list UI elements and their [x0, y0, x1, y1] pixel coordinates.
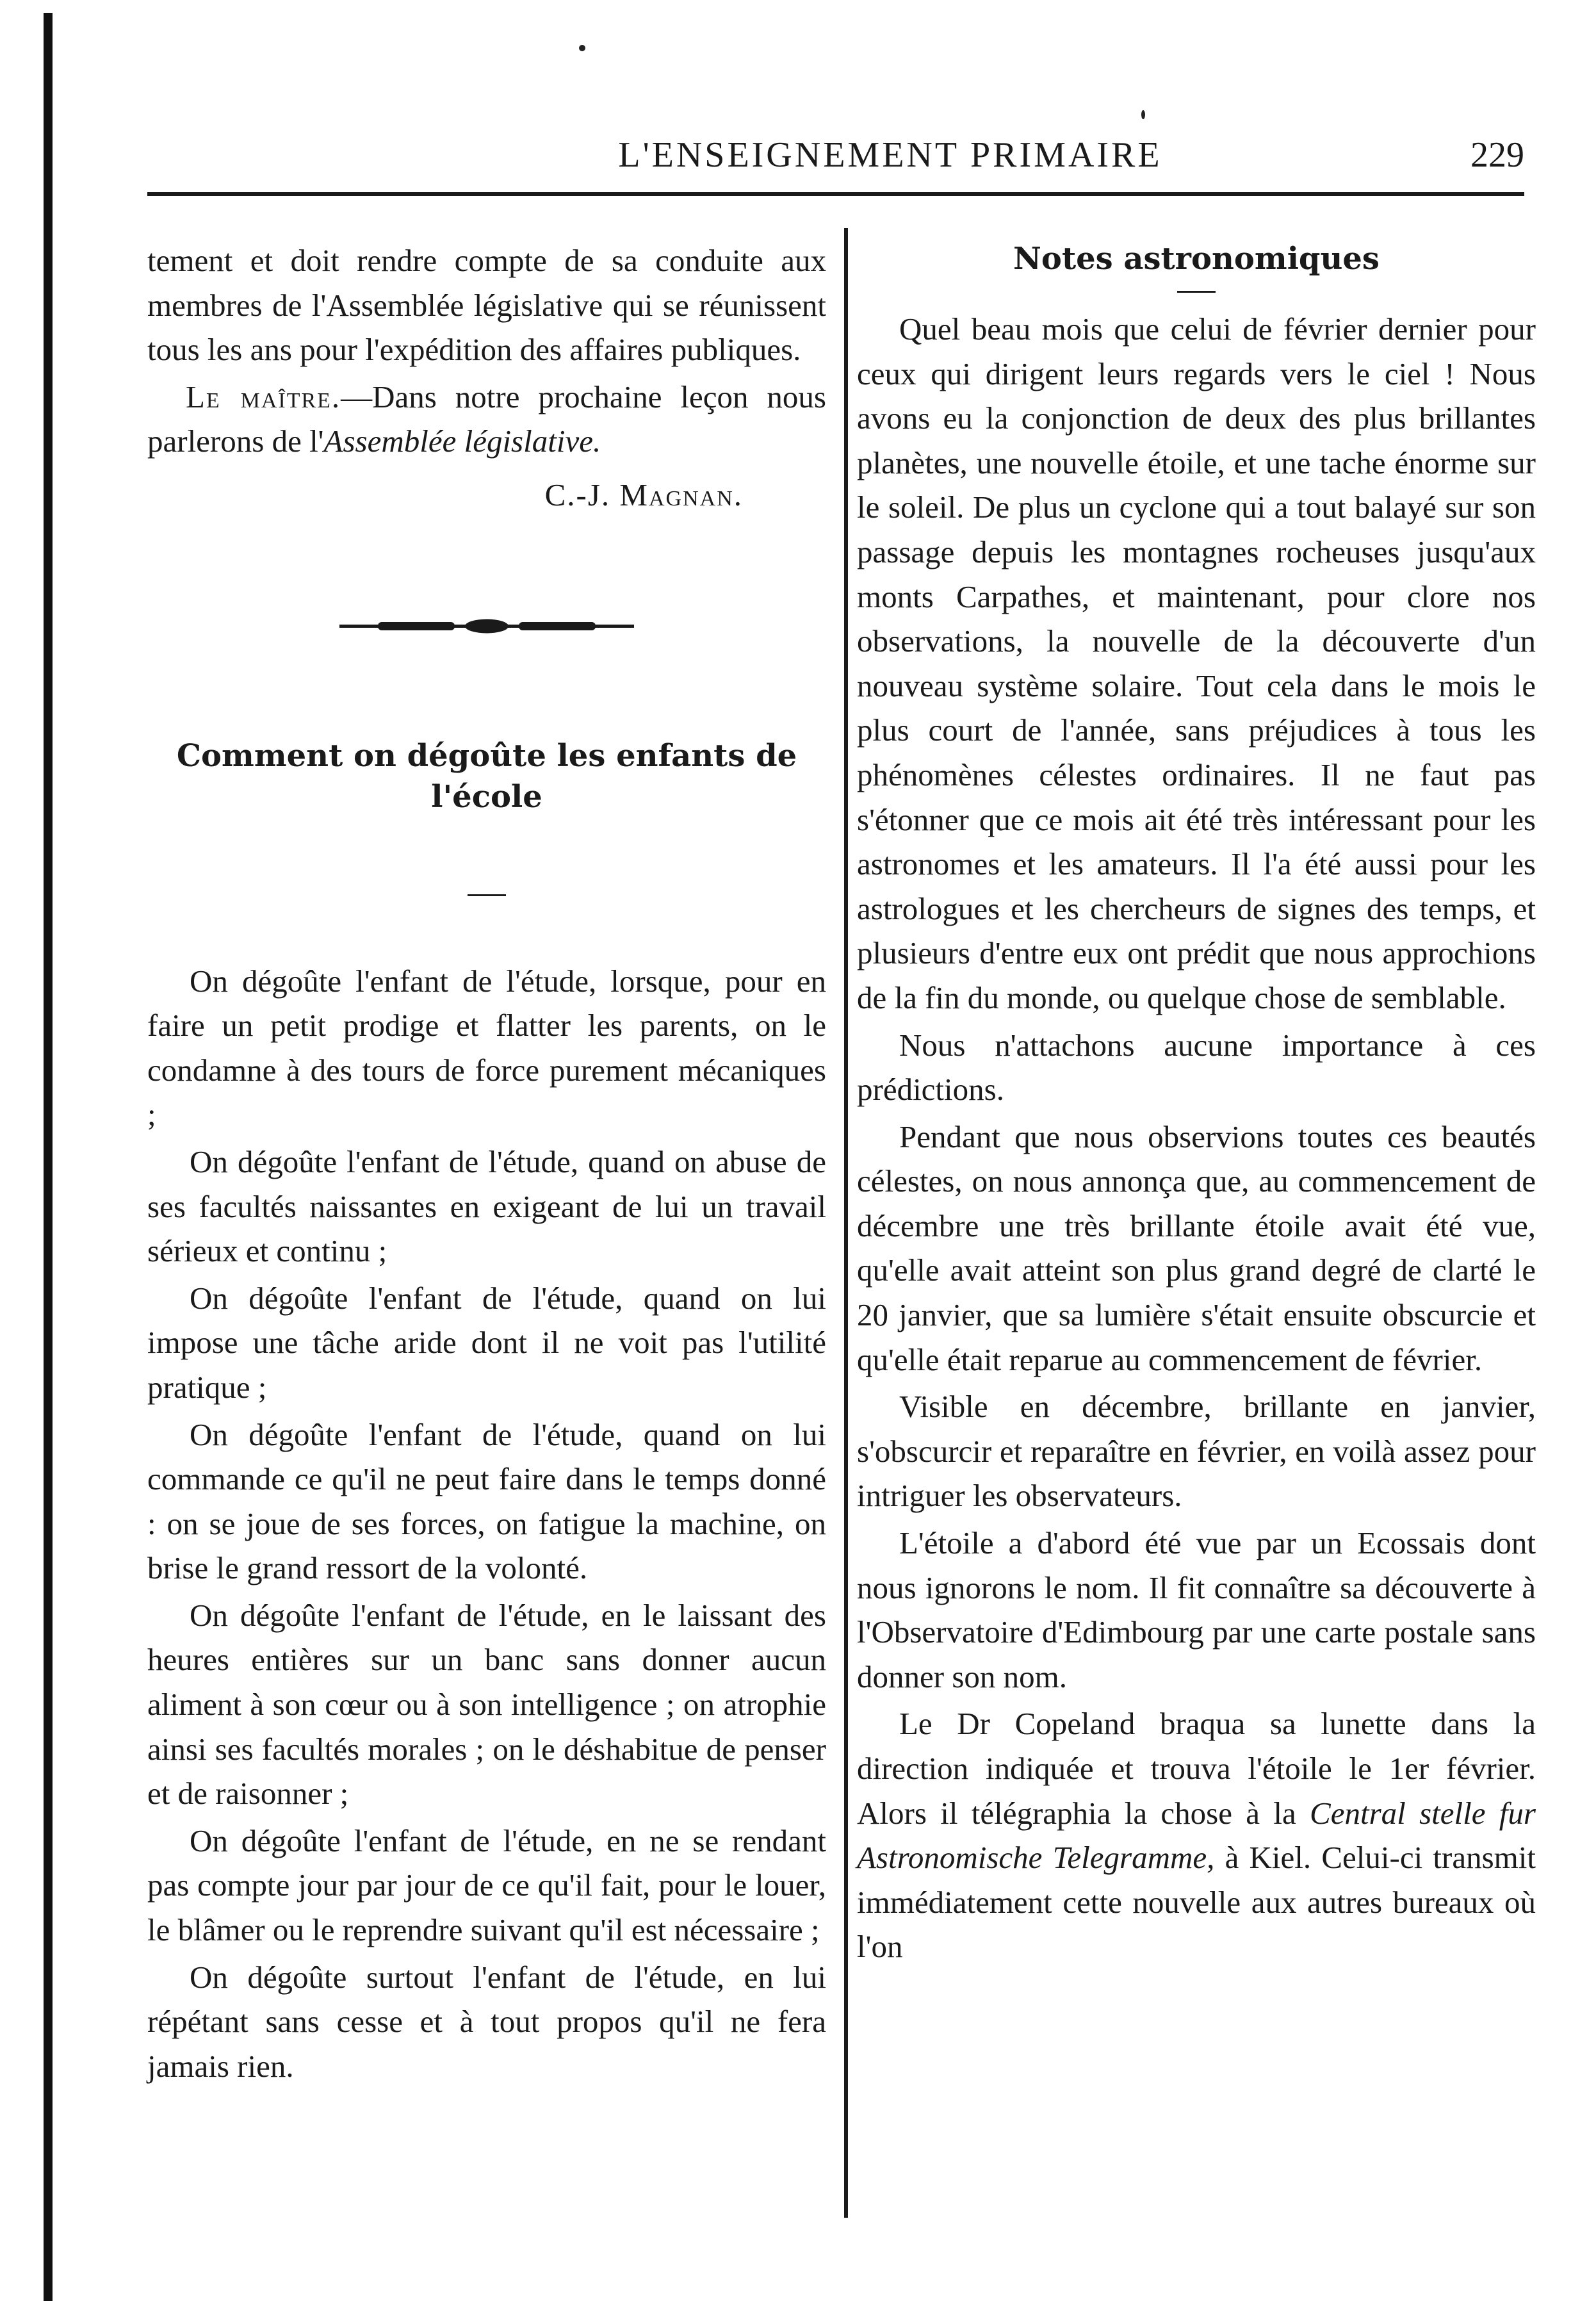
binding-edge	[44, 13, 53, 2301]
paragraph-text: à Kiel. Celui-ci transmit immédiatement cette nouvelle aux autres bureaux où l'on	[857, 1840, 1536, 1965]
continued-paragraph: tement et doit rendre compte de sa conduite aux membres de l'Assemblée législative qui se réunissent tous les ans pour l'expédition des affaires publiques.	[147, 243, 826, 368]
print-speck	[1141, 110, 1145, 119]
body-paragraph	[857, 1701, 1536, 1969]
teacher-text-italic: Assemblée législative.	[323, 423, 601, 459]
body-paragraph: On dégoûte l'enfant de l'étude, quand on lui commande ce qu'il ne peut faire dans le temps donné : on se joue de ses forces, on fatigue la machine, on brise le grand ressort de la volonté.	[147, 1416, 826, 1586]
running-title: L'ENSEIGNEMENT PRIMAIRE	[618, 135, 1162, 175]
teacher-text: —Dans notre prochaine leçon nous parlerons de l'	[147, 379, 826, 459]
page-header	[147, 120, 1524, 197]
teacher-paragraph	[147, 375, 826, 464]
author-signature: C.-J. Magnan.	[544, 477, 743, 512]
body-paragraph: Nous n'attachons aucune importance à ces prédictions.	[857, 1027, 1536, 1108]
article-title-astronomie: Notes astronomiques	[1013, 241, 1380, 277]
body-paragraph: On dégoûte l'enfant de l'étude, quand on lui impose une tâche aride dont il ne voit pas l'utilité pratique ;	[147, 1280, 826, 1405]
paragraph-text-italic: Central stelle fur Astronomische Telegramme,	[857, 1795, 1536, 1876]
section-ornament	[339, 614, 634, 639]
teacher-label: Le maître.	[186, 379, 341, 414]
body-paragraph: On dégoûte l'enfant de l'étude, quand on abuse de ses facultés naissantes en exigeant de lui un travail sérieux et continu ;	[147, 1143, 826, 1269]
body-paragraph: On dégoûte l'enfant de l'étude, en le laissant des heures entières sur un banc sans donner aucun aliment à son cœur ou à son intelligence ; on atrophie ainsi ses facultés morales ; on le déshabitue de penser et de raisonner ;	[147, 1597, 826, 1812]
body-paragraph: Visible en décembre, brillante en janvier, s'obscurcir et reparaître en février, en voilà assez pour intriguer les observateurs.	[857, 1389, 1536, 1514]
article-title-ecole: Comment on dégoûte les enfants de l'école	[176, 737, 797, 815]
header-rule	[147, 192, 1524, 196]
print-speck	[579, 45, 585, 51]
page-number: 229	[1470, 135, 1524, 175]
body-paragraph: On dégoûte surtout l'enfant de l'étude, en lui répétant sans cesse et à tout propos qu'il ne fera jamais rien.	[147, 1959, 826, 2084]
right-column	[857, 238, 1536, 1972]
body-paragraph: Quel beau mois que celui de février dernier pour ceux qui dirigent leurs regards vers le ciel ! Nous avons eu la conjonction de deux des plus brillantes planètes, une nouvelle étoile, et une tache énorme sur le soleil. De plus un cyclone qui a tout balayé sur son passage depuis les montagnes rocheuses jusqu'aux monts Carpathes, et maintenant, pour clore nos observations, la nouvelle de la découverte d'un nouveau système solaire. Tout cela dans le mois le plus court de l'année, sans préjudices à tous les phénomènes célestes ordinaires. Il ne faut pas s'étonner que ce mois ait été très intéressant pour les astronomes et les amateurs. Il l'a été aussi pour les astrologues et les chercheurs de signes des temps, et plusieurs d'entre eux ont prédit que nous approchions de la fin du monde, ou quelque chose de semblable.	[857, 311, 1536, 1015]
paragraph-text: Le Dr Copeland braqua sa lunette dans la direction indiquée et trouva l'étoile le 1er février. Alors il télégraphia la chose à la	[857, 1706, 1536, 1831]
left-column	[147, 238, 826, 2091]
title-dash	[468, 894, 506, 896]
body-paragraph: Pendant que nous observions toutes ces beautés célestes, on nous annonça que, au commencement de décembre une très brillante étoile avait été vue, qu'elle avait atteint son plus grand degré de clarté le 20 janvier, que sa lumière s'était ensuite obscurcie et qu'elle était reparue au commencement de février.	[857, 1118, 1536, 1377]
body-paragraph: On dégoûte l'enfant de l'étude, en ne se rendant pas compte jour par jour de ce qu'il fait, pour le louer, le blâmer ou le reprendre suivant qu'il est nécessaire ;	[147, 1822, 826, 1948]
column-divider	[844, 228, 848, 2218]
title-dash	[1177, 291, 1216, 293]
body-paragraph: L'étoile a d'abord été vue par un Ecossais dont nous ignorons le nom. Il fit connaître sa découverte à l'Observatoire d'Edimbourg par une carte postale sans donner son nom.	[857, 1525, 1536, 1694]
body-paragraph: On dégoûte l'enfant de l'étude, lorsque, pour en faire un petit prodige et flatter les parents, on le condamne à des tours de force purement mécaniques ;	[147, 963, 826, 1133]
